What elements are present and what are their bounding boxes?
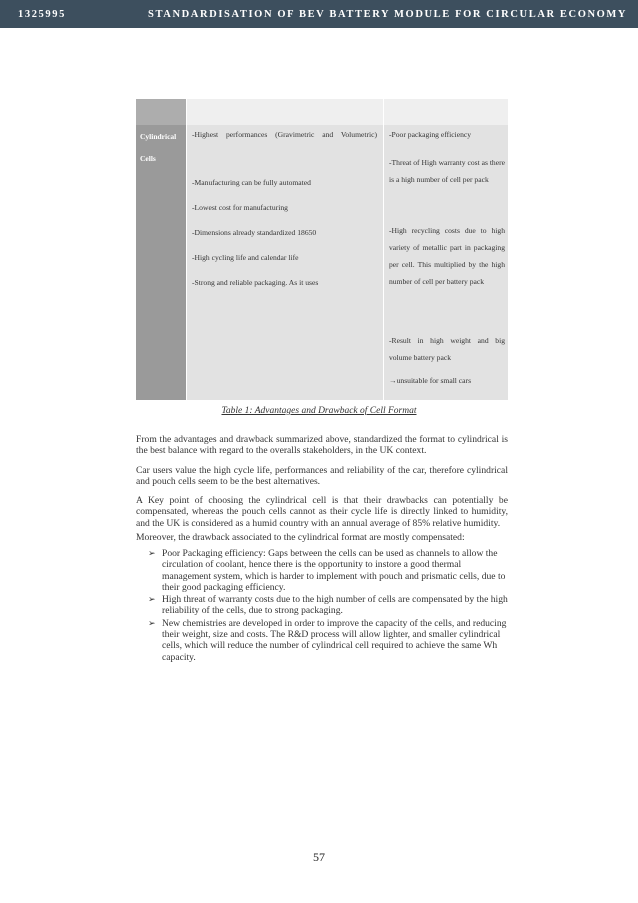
disadvantage-item-arrow-line [389, 375, 505, 388]
row-label-cylindrical: Cylindrical [140, 132, 177, 141]
row-header-column [136, 99, 186, 400]
student-id: 1325995 [18, 9, 66, 20]
advantage-item: -High cycling life and calendar life [192, 253, 299, 262]
list-item-text: New chemistries are developed in order to improve the capacity of the cells, and reducing their weight, size and costs. The R&D process will allow lighter, and smaller cylindrical cells, which will reduce the number of cylindrical cell required to achieve the same Wh capacity. [162, 617, 507, 663]
compensation-list [148, 548, 508, 664]
page-header [0, 0, 638, 28]
advantages-header-cell [187, 99, 383, 125]
arrow-glyph: → [389, 376, 397, 385]
document-title: STANDARDISATION OF BEV BATTERY MODULE FOR CIRCULAR ECONOMY [148, 9, 628, 20]
list-item-text: High threat of warranty costs due to the high number of cells are compensated by the high reliability of the cells, due to strong packaging. [162, 594, 508, 617]
row-label-cells: Cells [140, 154, 156, 163]
paragraph: Moreover, the drawback associated to the cylindrical format are mostly compensated: [136, 532, 465, 543]
list-item [148, 594, 508, 617]
arrowhead-bullet-icon: ➢ [148, 617, 156, 628]
paragraph: Car users value the high cycle life, performances and reliability of the car, therefore cylindrical and pouch cells seem to be the best alternatives. [136, 465, 508, 488]
list-item [148, 618, 508, 663]
table-caption: Table 1: Advantages and Drawback of Cell Format [221, 406, 417, 416]
advantage-item: -Highest performances (Gravimetric and Volumetric) [192, 130, 377, 139]
advantage-item: -Strong and reliable packaging. As it uses [192, 278, 319, 287]
disadvantage-item: -Poor packaging efficiency [389, 130, 472, 139]
arrowhead-bullet-icon: ➢ [148, 594, 156, 605]
advantage-item: -Manufacturing can be fully automated [192, 178, 311, 187]
disadvantages-header-cell [384, 99, 508, 125]
list-item [148, 548, 508, 593]
advantages-column [187, 99, 383, 400]
header-corner-cell [136, 99, 186, 125]
cell-format-table [136, 99, 508, 400]
paragraph: From the advantages and drawback summarized above, standardized the format to cylindrical is the best balance with regard to the overalls stakeholders, in the UK context. [136, 434, 508, 457]
paragraph: A Key point of choosing the cylindrical cell is that their drawbacks can potentially be compensated, whereas the pouch cells cannot as their cycle life is directly linked to humidity, and the UK is considered as a humid country with an annual average of 85% relative humidity. [136, 495, 508, 529]
disadvantage-item: -Result in high weight and big volume battery pack [389, 336, 505, 362]
advantage-item: -Dimensions already standardized 18650 [192, 228, 317, 237]
page-number: 57 [313, 850, 325, 864]
disadvantage-item: -Threat of High warranty cost as there is a high number of cell per pack [389, 158, 505, 184]
disadvantages-column [384, 99, 508, 400]
disadvantage-item: -High recycling costs due to high variety of metallic part in packaging per cell. This multiplied by the high number of cell per battery pack [389, 226, 505, 286]
arrowhead-bullet-icon: ➢ [148, 548, 156, 558]
list-item-text: Poor Packaging efficiency: Gaps between the cells can be used as channels to allow the circulation of coolant, hence there is the opportunity to instore a good thermal management system, which is harder to implement with pouch and prismatic cells, due to their good packaging efficiency. [162, 548, 506, 593]
advantage-item: -Lowest cost for manufacturing [192, 203, 288, 212]
disadvantage-item: unsuitable for small cars [396, 376, 472, 385]
